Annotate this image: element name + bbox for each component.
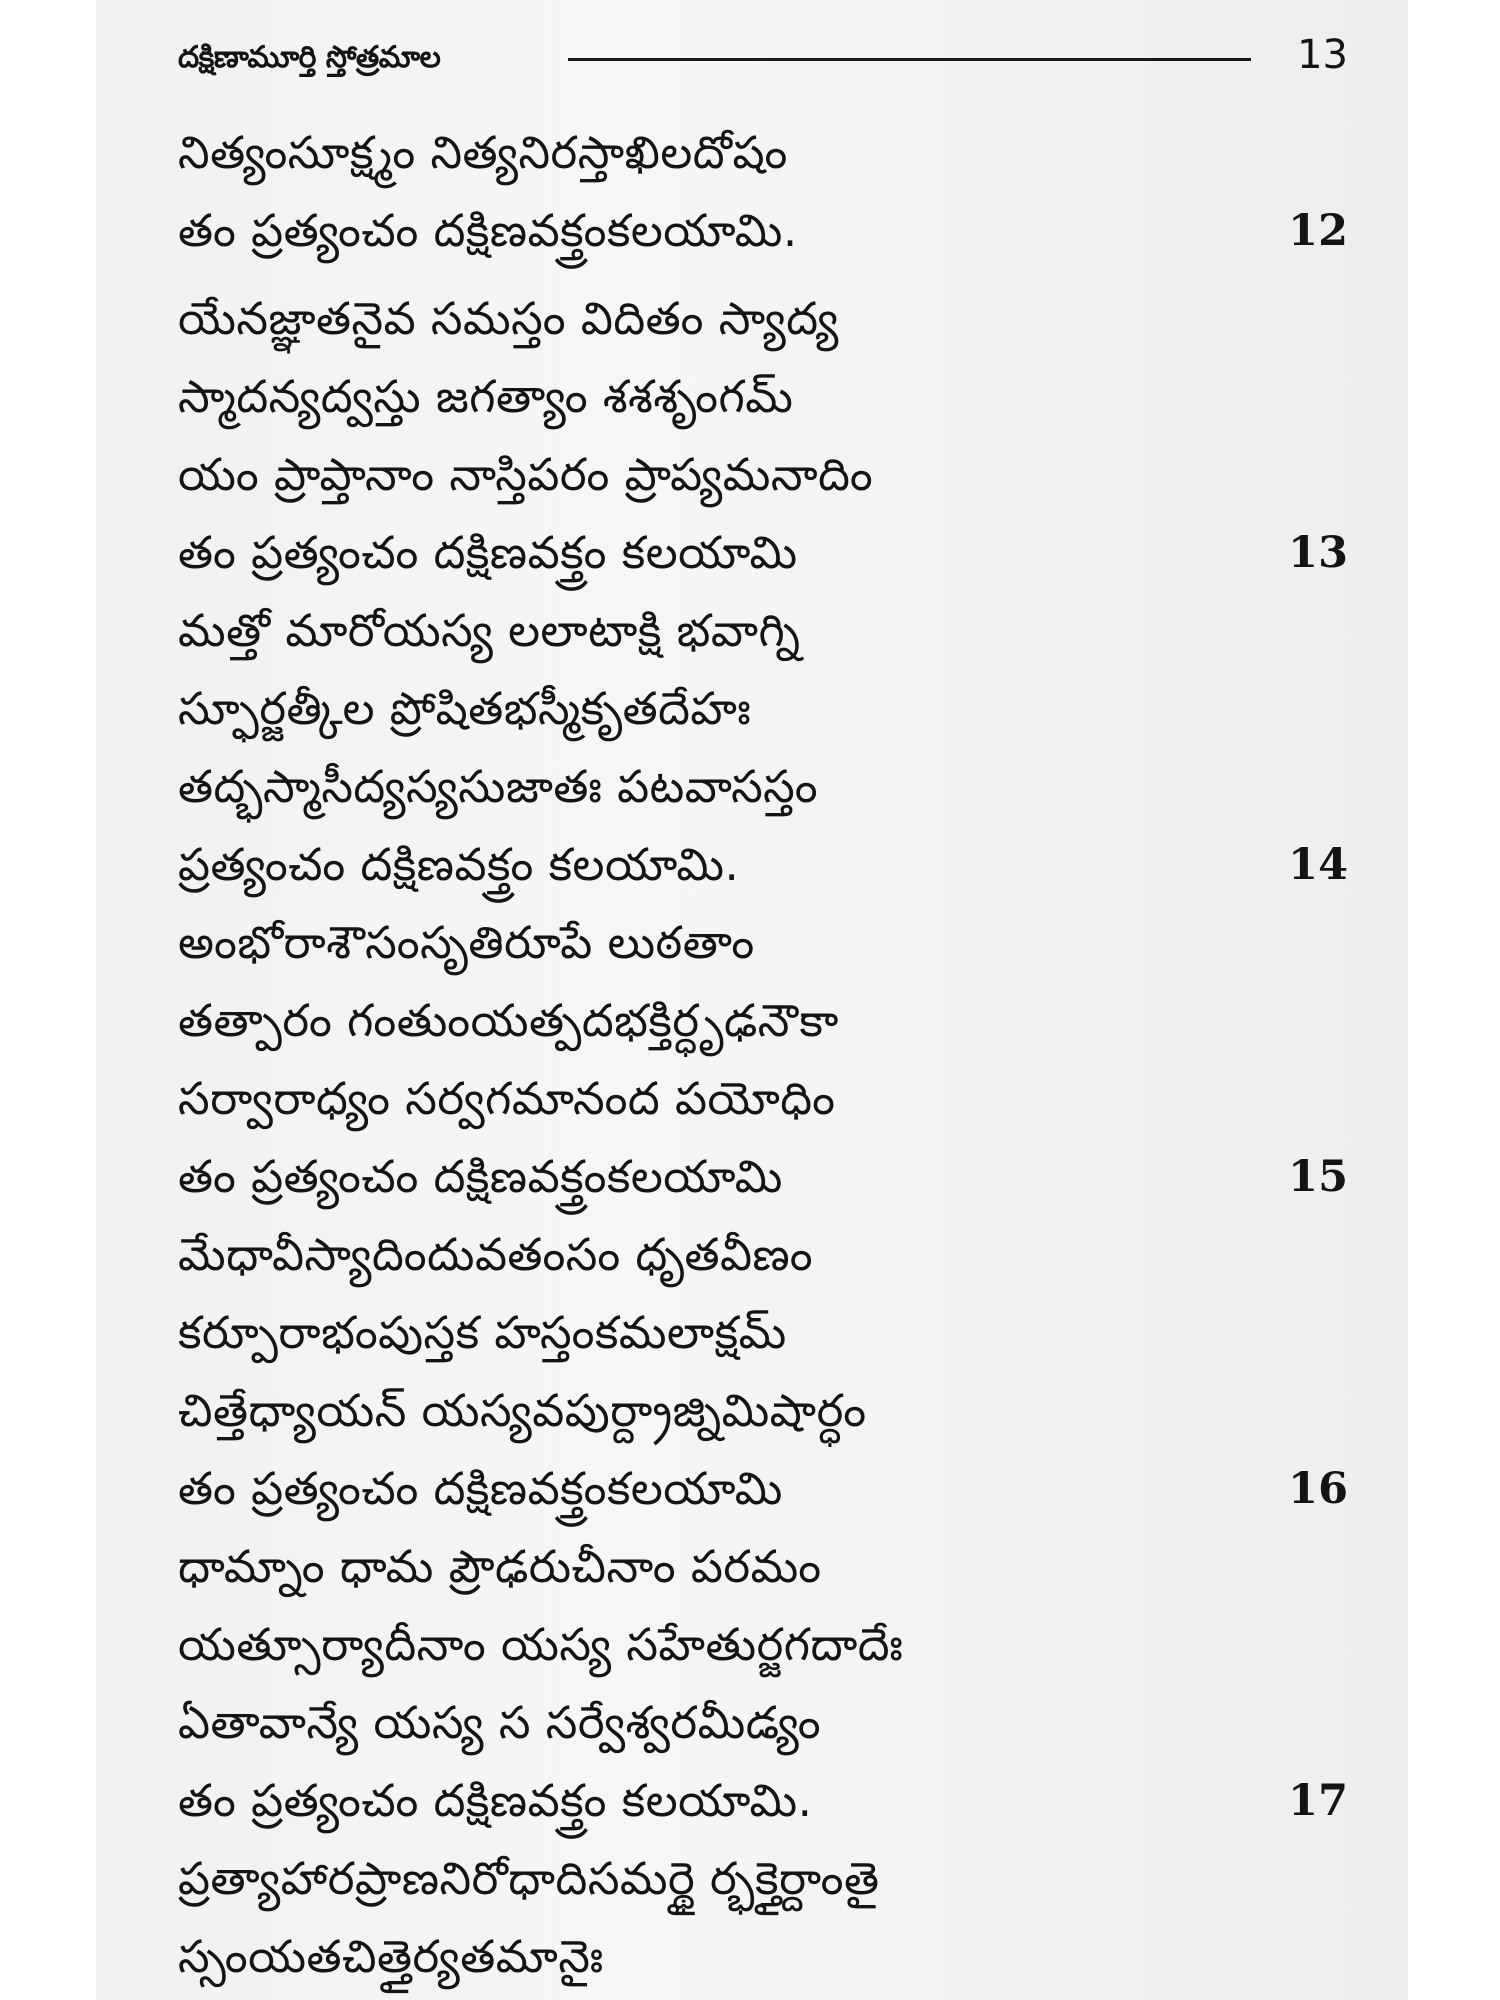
verse-number: 13 (1288, 528, 1348, 578)
verse-number: 12 (1288, 206, 1348, 256)
verse-line: మేధావీస్యాదిందువతంసం ధృతవీణం (178, 1228, 814, 1281)
verse-number: 17 (1288, 1776, 1348, 1826)
verse-line: ఏతావాన్యే యస్య స సర్వేశ్వరమీడ్యం (178, 1696, 822, 1749)
verse-number: 14 (1288, 840, 1348, 890)
verse-line: ధామ్నాం ధామ ప్రౌఢరుచీనాం పరమం (178, 1540, 822, 1593)
verse-line: కర్పూరాభంపుస్తక హస్తంకమలాక్షమ్ (178, 1306, 787, 1359)
verse-16 (178, 1216, 1348, 1528)
verse-line: ప్రత్యంచం దక్షిణవక్త్రం కలయామి. (178, 838, 740, 891)
verse-line: తం ప్రత్యంచం దక్షిణవక్త్రంకలయామి (178, 1462, 783, 1515)
verse-line: తం ప్రత్యంచం దక్షిణవక్త్రంకలయామి (178, 1150, 783, 1203)
book-page (96, 0, 1408, 2000)
verse-line: స్సంయతచిత్తైర్యతమానైః (178, 1930, 604, 1983)
header-rule (568, 58, 1251, 61)
verse-line: స్మాదన్యద్వస్తు జగత్యాం శశశృంగమ్ (178, 370, 794, 423)
verse-17 (178, 1528, 1348, 1840)
verse-line: ప్రత్యాహారప్రాణనిరోధాదిసమర్థై ర్భక్తైర్దాంతై (178, 1852, 880, 1905)
verse-14 (178, 592, 1348, 904)
verse-line: అంభోరాశౌసంసృతిరూపే లుఠతాం (178, 916, 755, 969)
page-number: 13 (1297, 32, 1348, 78)
verse-line: సర్వారాధ్యం సర్వగమానంద పయోధిం (178, 1072, 836, 1125)
verse-number: 15 (1288, 1152, 1348, 1202)
verse-line: యేనజ్ఞాతనైవ సమస్తం విదితం స్యాద్య (178, 292, 839, 345)
verse-line: స్ఫూర్జత్కీల ప్రోషితభస్మీకృతదేహః (178, 682, 752, 735)
verse-line: యం ప్రాప్తానాం నాస్తిపరం ప్రాప్యమనాదిం (178, 448, 874, 501)
verse-line: చిత్తేధ్యాయన్ యస్యవపుర్ద్రాజ్నిమిషార్ధం (178, 1384, 867, 1437)
verse-18-partial (178, 1840, 1348, 1996)
page-header (178, 32, 1348, 88)
verse-line: నిత్యంసూక్ష్మం నిత్యనిరస్తాఖిలదోషం (178, 126, 788, 179)
verse-line: మత్తో మారోయస్య లలాటాక్షి భవాగ్ని (178, 604, 801, 657)
verse-number: 16 (1288, 1464, 1348, 1514)
verse-line: తత్పారం గంతుంయత్పదభక్తిర్ధృఢనౌకా (178, 994, 839, 1047)
running-title: దక్షిణామూర్తి స్తోత్రమాల (178, 40, 441, 75)
verse-13 (178, 280, 1348, 592)
verse-line: తద్భస్మాసీద్యస్యసుజాతః పటవాసస్తం (178, 760, 819, 813)
verse-line: తం ప్రత్యంచం దక్షిణవక్త్రం కలయామి (178, 526, 798, 579)
verse-15 (178, 904, 1348, 1216)
verse-line: తం ప్రత్యంచం దక్షిణవక్త్రం కలయామి. (178, 1774, 813, 1827)
verse-line: యత్సూర్యాదీనాం యస్య సహేతుర్జగదాదేః (178, 1618, 904, 1671)
verse-12 (178, 114, 1348, 270)
verse-line: తం ప్రత్యంచం దక్షిణవక్త్రంకలయామి. (178, 204, 798, 257)
